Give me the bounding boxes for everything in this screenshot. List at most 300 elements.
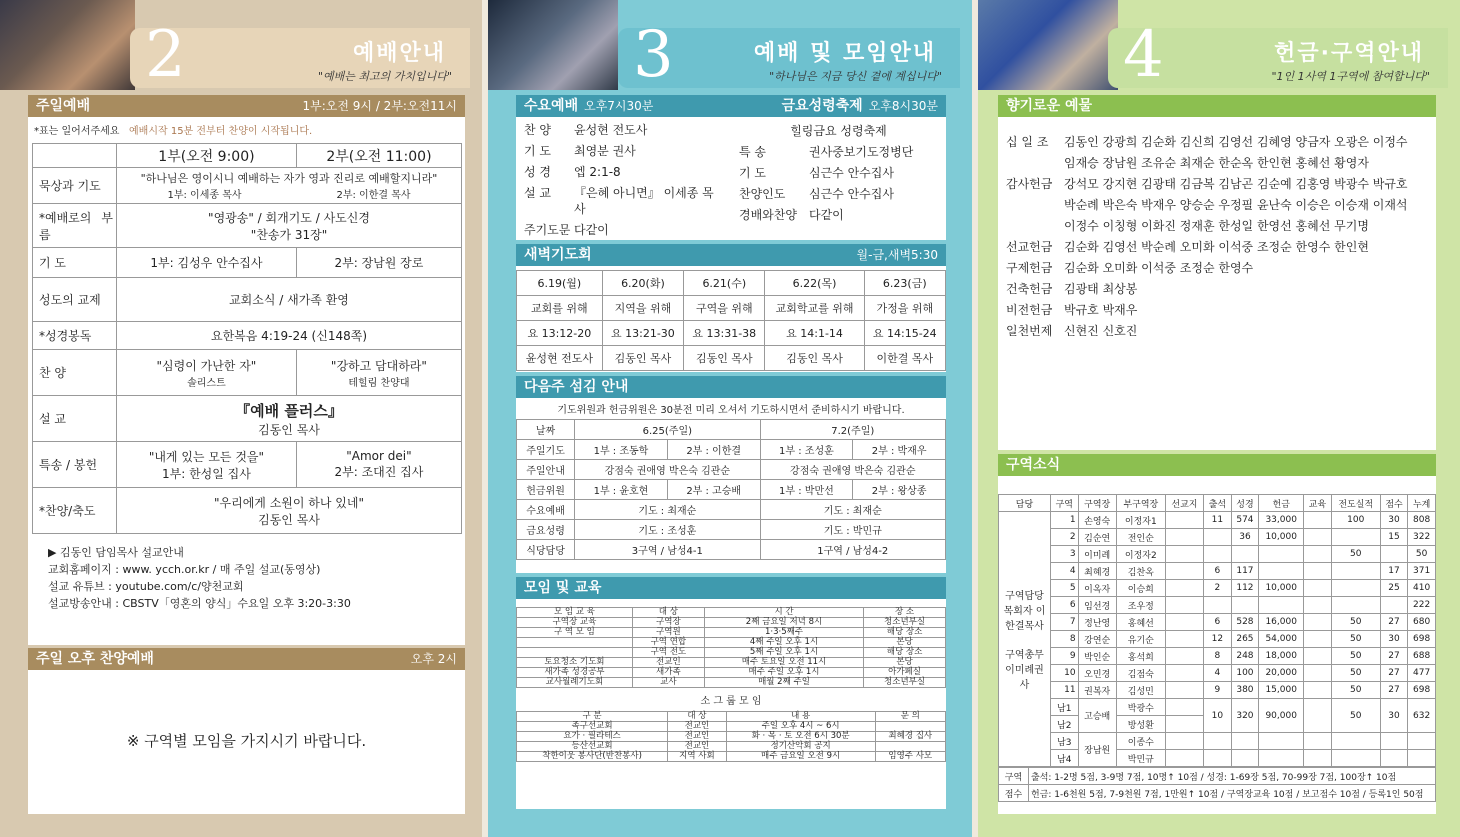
page-title: 예배안내 bbox=[352, 41, 446, 66]
serve-header: 날짜 bbox=[517, 420, 575, 440]
district-cell: 7 bbox=[1051, 614, 1079, 631]
row-value: 엡 2:1-8 bbox=[574, 165, 621, 179]
district-cell: 이승희 bbox=[1116, 580, 1165, 597]
district-cell: 11 bbox=[1051, 682, 1079, 699]
serve-cell: 기도 : 박민규 bbox=[760, 520, 945, 540]
offering-row bbox=[1006, 322, 1428, 341]
district-cell: 김순연 bbox=[1078, 529, 1116, 546]
small-group-cell: 전교인 bbox=[668, 732, 727, 742]
offering-type: 십 일 조 bbox=[1006, 135, 1049, 149]
serve-cell: 2부 : 이한결 bbox=[667, 440, 760, 460]
district-cell: 574 bbox=[1231, 512, 1259, 529]
men-district: 남2 bbox=[1051, 716, 1079, 733]
district-cell: 10,000 bbox=[1259, 529, 1304, 546]
row-value: 권사중보기도정병단 bbox=[809, 145, 914, 159]
district-cell: 9 bbox=[1051, 648, 1079, 665]
district-cell: 6 bbox=[1204, 614, 1232, 631]
district-cell: 1 bbox=[1051, 512, 1079, 529]
district-cell bbox=[1204, 546, 1232, 563]
row-value: 『은혜 아니면』 이세종 목사 bbox=[574, 186, 714, 216]
page-number: 3 bbox=[633, 18, 674, 92]
offering-names: 박규호 박재우 bbox=[1064, 303, 1138, 317]
district-cell: 김점숙 bbox=[1116, 665, 1165, 682]
meeting-cell: 구역원 bbox=[632, 628, 704, 638]
district-cell: 320 bbox=[1231, 699, 1259, 733]
men-district: 남4 bbox=[1051, 750, 1079, 767]
district-cell: 50 bbox=[1331, 665, 1380, 682]
district-cell: 17 bbox=[1380, 563, 1408, 580]
dawn-cell: 이한결 목사 bbox=[864, 346, 945, 371]
district-cell: 698 bbox=[1408, 631, 1436, 648]
district-cell: 322 bbox=[1408, 529, 1436, 546]
small-group-cell bbox=[875, 722, 945, 732]
serve-table bbox=[516, 419, 946, 560]
meeting-header: 시 간 bbox=[704, 608, 863, 618]
district-cell: 222 bbox=[1408, 597, 1436, 614]
meeting-cell: 청소년부실 bbox=[864, 678, 946, 688]
empty bbox=[1165, 733, 1203, 750]
empty bbox=[1259, 733, 1304, 750]
district-cell: 홍혜선 bbox=[1116, 614, 1165, 631]
district-cell: 11 bbox=[1204, 512, 1232, 529]
offering-row bbox=[1006, 280, 1428, 299]
meeting-cell: 새가족 bbox=[632, 668, 704, 678]
empty bbox=[1304, 750, 1332, 767]
district-cell: 632 bbox=[1408, 699, 1436, 733]
row-label: 주기도문 bbox=[524, 223, 571, 237]
fri-row bbox=[739, 186, 938, 202]
district-cell: 6 bbox=[1204, 563, 1232, 580]
empty bbox=[1259, 750, 1304, 767]
district-cell: 15 bbox=[1380, 529, 1408, 546]
district-cell bbox=[1259, 597, 1304, 614]
meeting-cell: 4째 주일 오후 1시 bbox=[704, 638, 863, 648]
serve-cell: 수요예배 bbox=[517, 500, 575, 520]
district-cell: 50 bbox=[1408, 546, 1436, 563]
district-cell: 50 bbox=[1331, 614, 1380, 631]
meeting-cell: 매주 토요일 오전 11시 bbox=[704, 658, 863, 668]
district-cell: 오민경 bbox=[1078, 665, 1116, 682]
district-cell: 임선경 bbox=[1078, 597, 1116, 614]
district-cell: 전인순 bbox=[1116, 529, 1165, 546]
district-header: 담당 bbox=[999, 495, 1051, 512]
offering-type: 선교헌금 bbox=[1006, 240, 1053, 254]
empty bbox=[1204, 733, 1232, 750]
district-cell: 이옥자 bbox=[1078, 580, 1116, 597]
serve-cell: 금요성령 bbox=[517, 520, 575, 540]
district-header: 선교지 bbox=[1165, 495, 1203, 512]
district-cell bbox=[1331, 580, 1380, 597]
district-cell bbox=[1165, 665, 1203, 682]
meeting-header: 모 임 교 육 bbox=[517, 608, 633, 618]
district-cell: 김찬옥 bbox=[1116, 563, 1165, 580]
meeting-header: 장 소 bbox=[864, 608, 946, 618]
district-cell bbox=[1304, 614, 1332, 631]
meeting-cell: 교사 bbox=[632, 678, 704, 688]
district-cell bbox=[1380, 597, 1408, 614]
fri-row bbox=[739, 165, 938, 181]
district-cell: 688 bbox=[1408, 648, 1436, 665]
dawn-cell: 김동인 목사 bbox=[765, 346, 864, 371]
offering-row bbox=[1006, 175, 1428, 194]
dawn-table bbox=[516, 270, 946, 371]
district-cell: 15,000 bbox=[1259, 682, 1304, 699]
offering-type bbox=[1006, 196, 1064, 215]
row-label: 경배와찬양 bbox=[739, 208, 797, 222]
district-cell bbox=[1331, 597, 1380, 614]
offering-names: 신현진 신호진 bbox=[1064, 324, 1138, 338]
serve-cell: 1부 : 조성훈 bbox=[760, 440, 853, 460]
serve-cell: 헌금위원 bbox=[517, 480, 575, 500]
meeting-cell bbox=[517, 638, 633, 648]
district-cell bbox=[1165, 580, 1203, 597]
dawn-cell: 요 14:1-14 bbox=[765, 321, 864, 346]
dawn-cell: 6.20(화) bbox=[602, 271, 683, 296]
dawn-cell: 요 13:12-20 bbox=[517, 321, 603, 346]
district-cell: 27 bbox=[1380, 665, 1408, 682]
district-cell: 정난영 bbox=[1078, 614, 1116, 631]
district-cell bbox=[1304, 546, 1332, 563]
manager-label: 구역총무 이미례권사 bbox=[1005, 650, 1044, 691]
district-cell: 528 bbox=[1231, 614, 1259, 631]
district-cell: 12 bbox=[1204, 631, 1232, 648]
men-sub-leader: 박광수 bbox=[1116, 699, 1165, 716]
row-value: 윤성현 전도사 bbox=[574, 123, 648, 137]
district-cell bbox=[1204, 597, 1232, 614]
district-cell: 강연순 bbox=[1078, 631, 1116, 648]
row-label: 성 경 bbox=[524, 165, 551, 179]
fri-row bbox=[739, 144, 938, 160]
offering-names: 박순례 박은숙 박재우 양승순 우정필 윤난숙 이승은 이승재 이재석 bbox=[1064, 198, 1408, 212]
meeting-cell bbox=[517, 648, 633, 658]
meeting-header: 대 상 bbox=[632, 608, 704, 618]
men-sub-leader: 방성환 bbox=[1116, 716, 1165, 733]
meeting-card: 모임 및 교육 모 임 교 육 대 상 시 간 장 소 구역장 교육 구역장 2째 금요일 저녁 8시 청소년부실 구 역 모 임 구역원 1·3·5째주 해당 장소 구역 연합 4째 주일 오후 1시 본당 구역 전도 5째 주일 오후 1시 해당 장소 토요청소 기도회 전교인 매주 토요일 오전 11시 본당 새가족 성경공부 새가족 매주 주일 오후 1시 아가페실 교사월례기도회 교사 매월 2째 주일 청소년부실 소 그 룹 모 임 구 분 대 상 내 용 문 의 족구선교회 전교인 주일 오후 4시 ~ 6시 요가 · 필라테스 전교인 화 · 목 · 토 오전 6시 30분 최혜경 집사 등산선교회 전교인 정기산악회 공지 착한이웃 봉사단(반찬봉사) 지역 사회 매주 금요일 오전 9시 임영주 사모 bbox=[516, 577, 946, 809]
district-cell bbox=[1304, 512, 1332, 529]
empty bbox=[1165, 699, 1203, 716]
district-cell bbox=[1165, 563, 1203, 580]
offering-row bbox=[1006, 217, 1428, 236]
serve-cell: 주일안내 bbox=[517, 460, 575, 480]
pastor-label: 구역담당 목회자 이한결목사 bbox=[1003, 591, 1046, 632]
small-group-cell: 임영주 사모 bbox=[875, 752, 945, 762]
dawn-cell: 교회를 위해 bbox=[517, 296, 603, 321]
meeting-cell: 매주 주일 오후 1시 bbox=[704, 668, 863, 678]
district-cell: 27 bbox=[1380, 614, 1408, 631]
men-district: 남1 bbox=[1051, 699, 1079, 716]
serve-cell: 2부 : 고승배 bbox=[667, 480, 760, 500]
small-group-cell: 요가 · 필라테스 bbox=[517, 732, 668, 742]
wed-row bbox=[524, 122, 723, 138]
offering-names: 김동인 강광희 김순화 김신희 김영선 김혜영 양금자 오광은 이정수 bbox=[1064, 135, 1408, 149]
meeting-cell: 새가족 성경공부 bbox=[517, 668, 633, 678]
small-group-cell: 매주 금요일 오전 9시 bbox=[726, 752, 875, 762]
offering-names: 이정수 이칭형 이화진 정재훈 한성일 한영선 홍혜선 무기명 bbox=[1064, 219, 1369, 233]
district-cell: 16,000 bbox=[1259, 614, 1304, 631]
district-cell: 50 bbox=[1331, 648, 1380, 665]
meeting-cell: 2째 금요일 저녁 8시 bbox=[704, 618, 863, 628]
serve-cell: 기도 : 최재순 bbox=[760, 500, 945, 520]
small-group-cell: 전교인 bbox=[668, 722, 727, 732]
wed-row bbox=[524, 222, 723, 238]
meeting-cell: 교사월례기도회 bbox=[517, 678, 633, 688]
offering-names: 김순화 김영선 박순례 오미화 이석중 조정순 한영수 한인현 bbox=[1064, 240, 1369, 254]
meeting-cell: 5째 주일 오후 1시 bbox=[704, 648, 863, 658]
meeting-cell: 본당 bbox=[864, 658, 946, 668]
serve-header: 6.25(주일) bbox=[575, 420, 760, 440]
district-header: 구역 bbox=[1051, 495, 1079, 512]
page-subtitle: "하나님은 지금 당신 곁에 계십니다" bbox=[769, 70, 942, 83]
district-cell bbox=[1304, 529, 1332, 546]
page-number: 4 bbox=[1123, 18, 1164, 92]
district-cell: 유기순 bbox=[1116, 631, 1165, 648]
empty bbox=[1165, 750, 1203, 767]
district-cell bbox=[1204, 529, 1232, 546]
offering-names: 임재승 장남원 조유순 최재순 한순옥 한인현 홍혜선 황영자 bbox=[1064, 156, 1369, 170]
district-header: 출석 bbox=[1204, 495, 1232, 512]
district-cell bbox=[1380, 546, 1408, 563]
dawn-cell: 윤성현 전도사 bbox=[517, 346, 603, 371]
district-cell: 25 bbox=[1380, 580, 1408, 597]
district-cell: 248 bbox=[1231, 648, 1259, 665]
offering-row bbox=[1006, 196, 1428, 215]
row-label: 기 도 bbox=[524, 144, 551, 158]
empty bbox=[1304, 733, 1332, 750]
page-title: 헌금·구역안내 bbox=[1274, 41, 1424, 66]
district-cell: 18,000 bbox=[1259, 648, 1304, 665]
district-header: 부구역장 bbox=[1116, 495, 1165, 512]
meeting-cell: 구역장 bbox=[632, 618, 704, 628]
small-group-table bbox=[516, 711, 946, 762]
district-cell: 8 bbox=[1051, 631, 1079, 648]
serve-header: 7.2(주일) bbox=[760, 420, 945, 440]
men-sub-leader: 이종수 bbox=[1116, 733, 1165, 750]
meeting-cell: 구 역 모 임 bbox=[517, 628, 633, 638]
small-group-cell: 착한이웃 봉사단(반찬봉사) bbox=[517, 752, 668, 762]
district-cell: 3 bbox=[1051, 546, 1079, 563]
wed-row bbox=[524, 143, 723, 159]
district-cell: 30 bbox=[1380, 512, 1408, 529]
district-cell bbox=[1165, 631, 1203, 648]
worship-photo bbox=[0, 0, 135, 90]
row-label: 찬양인도 bbox=[739, 187, 786, 201]
empty bbox=[1231, 750, 1259, 767]
empty bbox=[1204, 750, 1232, 767]
district-cell bbox=[1304, 597, 1332, 614]
offering-type: 비전헌금 bbox=[1006, 303, 1053, 317]
row-label: 특 송 bbox=[739, 145, 766, 159]
district-cell: 이정자1 bbox=[1116, 512, 1165, 529]
district-cell: 117 bbox=[1231, 563, 1259, 580]
district-cell: 홍석희 bbox=[1116, 648, 1165, 665]
dawn-cell: 6.19(월) bbox=[517, 271, 603, 296]
men-leader: 장남원 bbox=[1078, 733, 1116, 767]
men-sub-leader: 박민규 bbox=[1116, 750, 1165, 767]
offering-row bbox=[1006, 301, 1428, 320]
district-cell: 김성민 bbox=[1116, 682, 1165, 699]
serve-cell: 2부 : 박재우 bbox=[853, 440, 946, 460]
fri-row bbox=[739, 207, 938, 223]
district-table bbox=[998, 494, 1436, 767]
district-cell bbox=[1304, 648, 1332, 665]
row-label: 찬 양 bbox=[524, 123, 551, 137]
district-header: 전도실적 bbox=[1331, 495, 1380, 512]
offering-names: 강석모 강지현 김광태 김금복 김남곤 김순예 김홍영 박광수 박규호 bbox=[1064, 177, 1408, 191]
meeting-cell: 청소년부실 bbox=[864, 618, 946, 628]
district-cell: 112 bbox=[1231, 580, 1259, 597]
district-header: 점수 bbox=[1380, 495, 1408, 512]
district-cell bbox=[1304, 563, 1332, 580]
serve-cell: 1부 : 조동학 bbox=[575, 440, 668, 460]
district-cell bbox=[1304, 665, 1332, 682]
meeting-cell: 매월 2째 주일 bbox=[704, 678, 863, 688]
men-district: 남3 bbox=[1051, 733, 1079, 750]
small-group-header: 내 용 bbox=[726, 712, 875, 722]
district-cell: 410 bbox=[1408, 580, 1436, 597]
district-header: 구역장 bbox=[1078, 495, 1116, 512]
dawn-cell: 요 13:21-30 bbox=[602, 321, 683, 346]
district-cell: 33,000 bbox=[1259, 512, 1304, 529]
meeting-cell: 구역 전도 bbox=[632, 648, 704, 658]
district-cell: 265 bbox=[1231, 631, 1259, 648]
district-cell: 50 bbox=[1331, 682, 1380, 699]
district-pastor bbox=[999, 512, 1051, 767]
small-group-header: 구 분 bbox=[517, 712, 668, 722]
district-cell bbox=[1259, 546, 1304, 563]
serve-cell: 1부 : 박만선 bbox=[760, 480, 853, 500]
page-subtitle: "예배는 최고의 가치입니다" bbox=[318, 70, 452, 83]
empty bbox=[1331, 750, 1380, 767]
meeting-cell: 구역장 교육 bbox=[517, 618, 633, 628]
meeting-cell: 1·3·5째주 bbox=[704, 628, 863, 638]
dawn-prayer-card: 새벽기도회 월-금,새벽5:30 6.19(월) 6.20(화) 6.21(수) 6.22(목) 6.23(금) 교회를 위해 지역을 위해 구역을 위해 교회학교를 위해 가정을 위해 요 13:12-20 요 13:21-30 요 13:31-38 요 14:1-14 요 14:15-24 윤성현 전도사 김동인 목사 김동인 목사 김동인 목사 이한결 목사 bbox=[516, 244, 946, 372]
dawn-cell: 6.23(금) bbox=[864, 271, 945, 296]
district-cell bbox=[1259, 563, 1304, 580]
small-group-cell: 족구선교회 bbox=[517, 722, 668, 732]
empty bbox=[1408, 733, 1436, 750]
offering-row bbox=[1006, 133, 1428, 152]
empty bbox=[1380, 750, 1408, 767]
offering-type: 감사헌금 bbox=[1006, 177, 1053, 191]
row-value: 심근수 안수집사 bbox=[809, 166, 894, 180]
page-number: 2 bbox=[145, 18, 186, 92]
afternoon-worship-card: 주일 오후 찬양예배 오후 2시 ※ 구역별 모임을 가지시기 바랍니다. bbox=[28, 648, 465, 814]
row-value: 다같이 bbox=[809, 208, 844, 222]
meeting-cell: 토요청소 기도회 bbox=[517, 658, 633, 668]
district-cell: 4 bbox=[1051, 563, 1079, 580]
small-group-cell: 주일 오후 4시 ~ 6시 bbox=[726, 722, 875, 732]
district-cell: 9 bbox=[1204, 682, 1232, 699]
small-group-cell: 전교인 bbox=[668, 742, 727, 752]
small-group-cell: 정기산악회 공지 bbox=[726, 742, 875, 752]
sermon-info: ▶ 김동인 담임목사 설교안내 교회홈페이지 : www. ycch.or.kr / 매 주일 설교(동영상) 설교 유튜브 : youtube.com/c/양천교회 설교방송안내 : CBSTV「영혼의 양식」수요일 오후 3:20-3:30 bbox=[48, 546, 351, 610]
district-cell: 6 bbox=[1051, 597, 1079, 614]
small-group-cell: 화 · 목 · 토 오전 6시 30분 bbox=[726, 732, 875, 742]
dance-photo bbox=[978, 0, 1118, 90]
district-cell bbox=[1165, 546, 1203, 563]
district-cell bbox=[1165, 682, 1203, 699]
district-cell bbox=[1165, 597, 1203, 614]
panel-offering bbox=[978, 0, 1460, 837]
offering-type bbox=[1006, 217, 1064, 236]
meeting-table bbox=[516, 607, 946, 688]
district-cell: 371 bbox=[1408, 563, 1436, 580]
offering-type bbox=[1006, 154, 1064, 173]
serve-cell: 강점숙 권애영 박은숙 김관순 bbox=[760, 460, 945, 480]
dawn-cell: 구역을 위해 bbox=[684, 296, 765, 321]
district-header: 교육 bbox=[1304, 495, 1332, 512]
score-table: 구역 출석: 1-2명 5점, 3-9명 7점, 10명↑ 10점 / 성경: 1-69장 5점, 70-99장 7점, 100장↑ 10점 점수 헌금: 1-6천원 5점, 7-9천원 7점, 1만원↑ 10점 / 구역장교육 10점 / 보고점수 10점 / 등록1인 50점 bbox=[998, 767, 1436, 802]
district-cell: 36 bbox=[1231, 529, 1259, 546]
meeting-cell: 전교인 bbox=[632, 658, 704, 668]
empty bbox=[1408, 750, 1436, 767]
district-cell: 손영숙 bbox=[1078, 512, 1116, 529]
row-label: 기 도 bbox=[739, 166, 766, 180]
district-cell: 권복자 bbox=[1078, 682, 1116, 699]
district-cell: 20,000 bbox=[1259, 665, 1304, 682]
district-cell: 27 bbox=[1380, 648, 1408, 665]
small-group-header: 대 상 bbox=[668, 712, 727, 722]
district-cell: 박인순 bbox=[1078, 648, 1116, 665]
panel-worship bbox=[0, 0, 482, 837]
dawn-cell: 6.22(목) bbox=[765, 271, 864, 296]
panel-meetings bbox=[488, 0, 972, 837]
dawn-cell: 교회학교를 위해 bbox=[765, 296, 864, 321]
dawn-cell: 요 14:15-24 bbox=[864, 321, 945, 346]
district-cell bbox=[1165, 529, 1203, 546]
district-cell: 8 bbox=[1204, 648, 1232, 665]
wed-row bbox=[524, 185, 723, 217]
district-cell bbox=[1231, 597, 1259, 614]
empty bbox=[1380, 733, 1408, 750]
district-cell: 698 bbox=[1408, 682, 1436, 699]
offering-type: 일천번제 bbox=[1006, 324, 1053, 338]
page-subtitle: "1인 1사역 1구역에 참여합니다" bbox=[1271, 70, 1430, 83]
district-header: 헌금 bbox=[1259, 495, 1304, 512]
offering-row bbox=[1006, 154, 1428, 173]
sunday-order-table: 1부(오전 9:00) 2부(오전 11:00) 묵상과 기도 "하나님은 영이시니 예배하는 자가 영과 진리로 예배할지니라" 1부: 이세종 목사 2부: 이한결 목사 *예배로의 부름 "영광송" / 회개기도 / 사도신경 "찬송가 31장" 기 도 1부: 김성우 안수집사 2부: 장남원 장로 성도의 교제 교회소식 / 새가족 환영 *성경봉독 요한복음 4:19-24 (신148쪽) 찬 양 "심령이 가난한 자" 솔리스트 "강하고 담대하라" 테힐림 찬양대 설 교 『예배 플러스』 김동인 목사 특송 / 봉헌 "내게 있는 모든 것을" 1부: 한성일 집사 "Amor dei" 2부: 조대진 집사 *찬양/축도 "우리에게 소원이 하나 있네" 김동인 목사 bbox=[32, 143, 462, 534]
serve-cell: 강점숙 권애영 박은숙 김관순 bbox=[575, 460, 760, 480]
district-cell bbox=[1165, 512, 1203, 529]
offering-type: 건축헌금 bbox=[1006, 282, 1053, 296]
small-group-cell bbox=[875, 742, 945, 752]
district-cell bbox=[1165, 648, 1203, 665]
district-cell bbox=[1231, 546, 1259, 563]
district-header: 성경 bbox=[1231, 495, 1259, 512]
serve-cell: 1구역 / 남성4-2 bbox=[760, 540, 945, 560]
district-cell: 10,000 bbox=[1259, 580, 1304, 597]
district-cell: 2 bbox=[1204, 580, 1232, 597]
district-cell bbox=[1304, 699, 1332, 733]
choir-photo bbox=[488, 0, 618, 90]
serve-cell: 주일기도 bbox=[517, 440, 575, 460]
district-cell: 100 bbox=[1231, 665, 1259, 682]
district-cell: 30 bbox=[1380, 631, 1408, 648]
district-cell: 680 bbox=[1408, 614, 1436, 631]
district-cell: 50 bbox=[1331, 546, 1380, 563]
empty bbox=[1165, 716, 1203, 733]
meeting-cell: 해당 장소 bbox=[864, 628, 946, 638]
district-cell: 10 bbox=[1204, 699, 1232, 733]
small-group-cell: 등산선교회 bbox=[517, 742, 668, 752]
district-cell bbox=[1304, 580, 1332, 597]
dawn-cell: 요 13:31-38 bbox=[684, 321, 765, 346]
district-cell: 최혜경 bbox=[1078, 563, 1116, 580]
row-value: 최영분 권사 bbox=[574, 144, 636, 158]
district-cell: 50 bbox=[1331, 631, 1380, 648]
district-cell: 808 bbox=[1408, 512, 1436, 529]
district-cell: 50 bbox=[1331, 699, 1380, 733]
